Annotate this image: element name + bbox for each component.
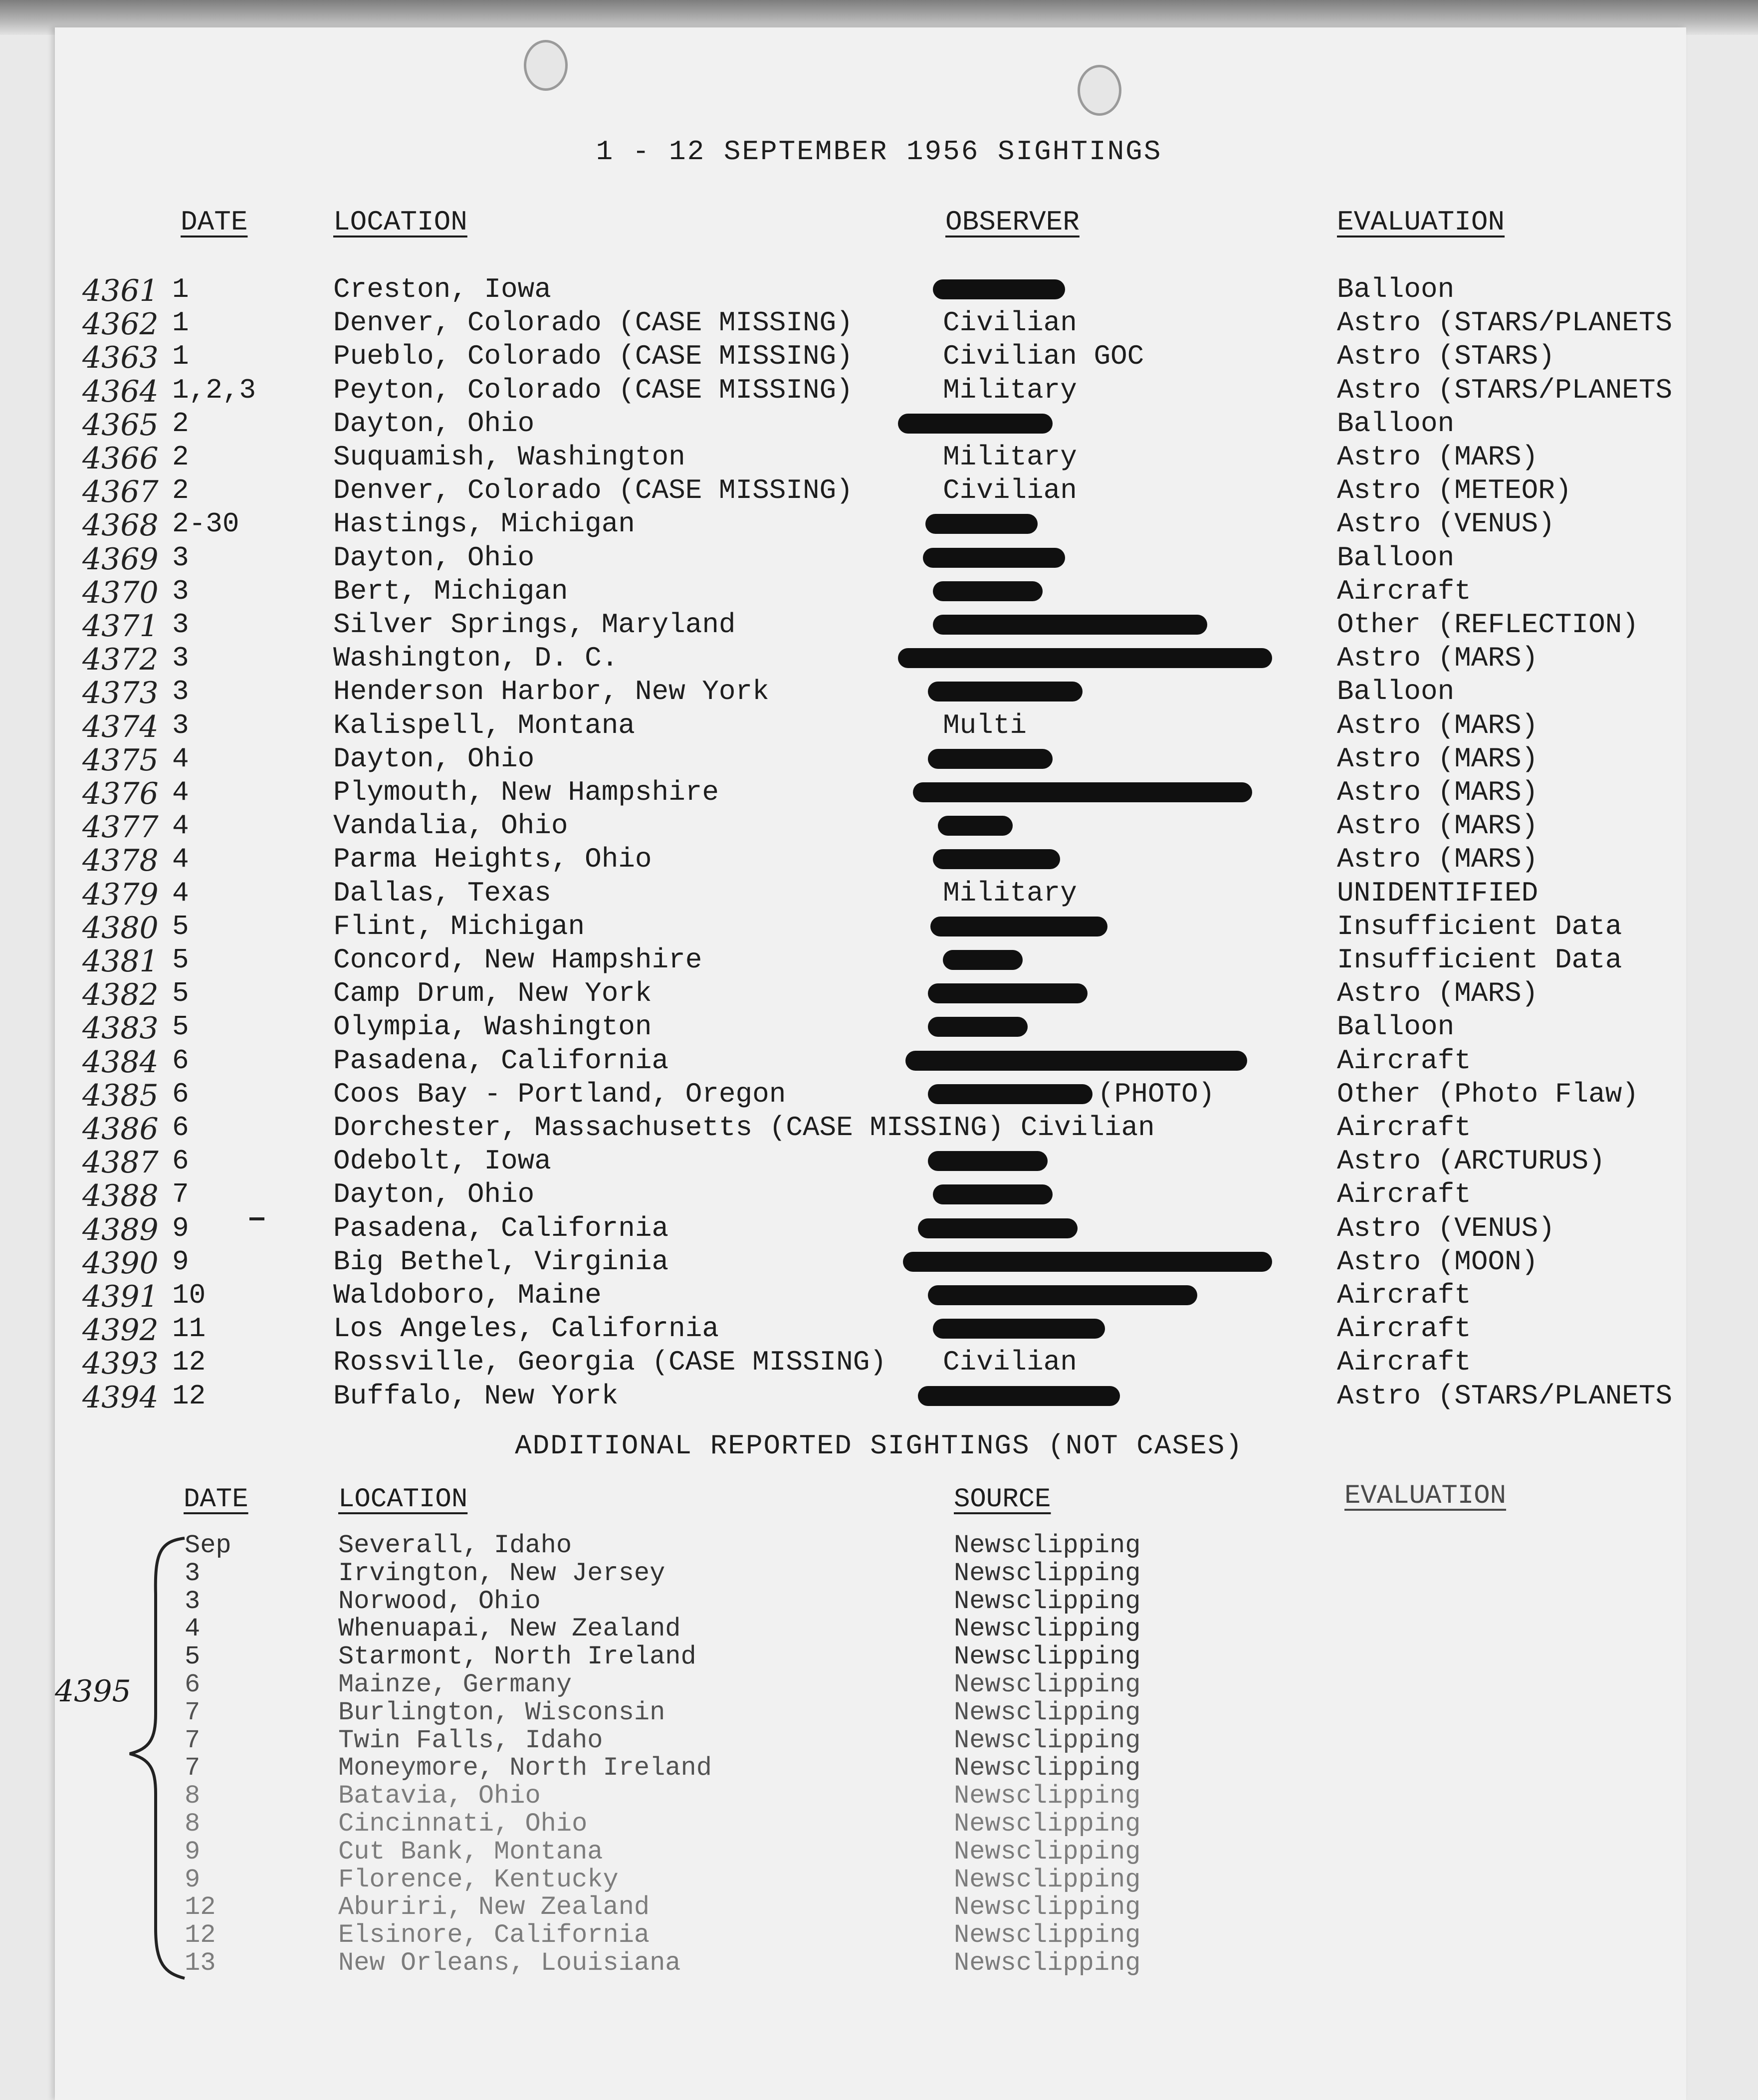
case-number: 4365 <box>82 407 159 443</box>
sighting-evaluation: Astro (STARS) <box>1337 340 1555 373</box>
sighting-location: Dorchester, Massachusetts (CASE MISSING) Civilian <box>333 1112 1155 1144</box>
sighting-date: 10 <box>172 1279 206 1311</box>
sighting-date: 5 <box>172 910 189 942</box>
sighting-evaluation: UNIDENTIFIED <box>1337 877 1538 909</box>
sighting-location: Washington, D. C. <box>333 642 619 675</box>
sighting-observer: Civilian GOC <box>943 340 1144 373</box>
additional-source: Newsclipping <box>954 1670 1141 1699</box>
additional-title: ADDITIONAL REPORTED SIGHTINGS (NOT CASES) <box>515 1430 1243 1462</box>
redaction-mark <box>925 514 1038 534</box>
sighting-date: 4 <box>172 877 189 909</box>
case-number: 4363 <box>82 340 159 376</box>
sighting-date: 2 <box>172 474 189 507</box>
sighting-evaluation: Insufficient Data <box>1337 910 1622 942</box>
additional-date: 13 <box>185 1948 216 1978</box>
table-row <box>0 1246 1758 1279</box>
additional-source: Newsclipping <box>954 1558 1141 1588</box>
sighting-date: 9 <box>172 1245 189 1278</box>
additional-source: Newsclipping <box>954 1809 1141 1839</box>
sighting-date: 1,2,3 <box>172 374 256 406</box>
table-row <box>0 877 1758 911</box>
sighting-date: 6 <box>172 1112 189 1144</box>
sighting-location: Pasadena, California <box>333 1212 669 1244</box>
redaction-mark <box>933 581 1043 601</box>
additional-source: Newsclipping <box>954 1725 1141 1755</box>
table-row <box>0 1011 1758 1044</box>
page-title: 1 - 12 SEPTEMBER 1956 SIGHTINGS <box>596 136 1162 168</box>
list-item <box>0 1642 1758 1670</box>
additional-source: Newsclipping <box>954 1837 1141 1867</box>
sighting-location: Pueblo, Colorado (CASE MISSING) <box>333 340 853 373</box>
sighting-date: 3 <box>172 642 189 675</box>
sighting-date: 2-30 <box>172 508 239 540</box>
additional-location: New Orleans, Louisiana <box>338 1948 681 1978</box>
sighting-location: Los Angeles, California <box>333 1313 719 1345</box>
additional-location: Irvington, New Jersey <box>338 1558 665 1588</box>
case-number: 4393 <box>82 1346 159 1382</box>
case-number: 4390 <box>82 1245 159 1281</box>
list-item <box>0 1892 1758 1920</box>
table-row <box>0 508 1758 541</box>
table-row <box>0 709 1758 743</box>
list-item <box>0 1753 1758 1781</box>
list-item <box>0 1948 1758 1976</box>
sighting-location: Pasadena, California <box>333 1044 669 1077</box>
sighting-date: 11 <box>172 1313 206 1345</box>
additional-location: Severall, Idaho <box>338 1531 572 1560</box>
redaction-mark <box>918 1386 1120 1406</box>
table-row <box>0 1078 1758 1112</box>
additional-location: Starmont, North Ireland <box>338 1642 696 1672</box>
sighting-evaluation: Astro (MARS) <box>1337 441 1538 473</box>
sighting-location: Creston, Iowa <box>333 273 551 305</box>
table-row <box>0 273 1758 307</box>
table-row <box>0 776 1758 810</box>
redaction-mark <box>898 648 1272 668</box>
redaction-mark <box>903 1252 1272 1272</box>
redaction-mark <box>928 1017 1028 1037</box>
sighting-date: 1 <box>172 307 189 339</box>
sighting-evaluation: Other (REFLECTION) <box>1337 609 1639 641</box>
additional-source: Newsclipping <box>954 1753 1141 1783</box>
additional-ref-number: 4395 <box>55 1674 131 1709</box>
case-number: 4367 <box>82 474 159 510</box>
additional-location: Elsinore, California <box>338 1920 650 1950</box>
redaction-mark <box>938 816 1013 836</box>
sighting-location: Dayton, Ohio <box>333 742 535 775</box>
list-item <box>0 1531 1758 1559</box>
sighting-date: 6 <box>172 1145 189 1177</box>
sighting-evaluation: Astro (METEOR) <box>1337 474 1572 507</box>
case-number: 4378 <box>82 843 159 879</box>
sighting-observer: Civilian <box>943 474 1077 507</box>
table-row <box>0 810 1758 843</box>
sighting-date: 1 <box>172 273 189 305</box>
sighting-date: 5 <box>172 944 189 976</box>
sighting-location: Vandalia, Ohio <box>333 810 568 842</box>
additional-header-evaluation: EVALUATION <box>1344 1481 1507 1511</box>
additional-date: 6 <box>185 1670 201 1699</box>
case-number: 4385 <box>82 1078 159 1113</box>
sighting-location: Peyton, Colorado (CASE MISSING) <box>333 374 853 406</box>
table-row <box>0 977 1758 1011</box>
list-item <box>0 1726 1758 1754</box>
margin-mark <box>249 1217 264 1220</box>
table-row <box>0 575 1758 609</box>
sighting-date: 12 <box>172 1346 206 1379</box>
additional-source: Newsclipping <box>954 1642 1141 1672</box>
list-item <box>0 1587 1758 1615</box>
punch-hole-right <box>1078 65 1121 116</box>
case-number: 4384 <box>82 1044 159 1080</box>
sighting-evaluation: Other (Photo Flaw) <box>1337 1078 1639 1110</box>
table-row <box>0 340 1758 374</box>
sighting-evaluation: Balloon <box>1337 407 1455 440</box>
sighting-observer: (PHOTO) <box>1098 1078 1215 1110</box>
table-row <box>0 441 1758 474</box>
case-number: 4373 <box>82 676 159 711</box>
redaction-mark <box>930 917 1107 936</box>
additional-source: Newsclipping <box>954 1531 1141 1560</box>
additional-date: 7 <box>185 1753 201 1783</box>
additional-source: Newsclipping <box>954 1920 1141 1950</box>
sighting-date: 4 <box>172 776 189 808</box>
list-item <box>0 1837 1758 1865</box>
additional-location: Moneymore, North Ireland <box>338 1753 712 1783</box>
sighting-date: 2 <box>172 407 189 440</box>
list-item <box>0 1865 1758 1893</box>
table-row <box>0 944 1758 977</box>
list-item <box>0 1614 1758 1642</box>
sighting-observer: Military <box>943 441 1077 473</box>
case-number: 4371 <box>82 609 159 644</box>
sighting-evaluation: Astro (STARS/PLANETS <box>1337 1380 1673 1412</box>
table-row <box>0 542 1758 575</box>
sighting-observer: Civilian <box>943 307 1077 339</box>
sighting-location: Denver, Colorado (CASE MISSING) <box>333 307 853 339</box>
additional-date: 4 <box>185 1614 201 1644</box>
sighting-date: 3 <box>172 541 189 574</box>
sighting-evaluation: Astro (VENUS) <box>1337 1212 1555 1244</box>
header-evaluation: EVALUATION <box>1337 206 1505 238</box>
additional-location: Cincinnati, Ohio <box>338 1809 588 1839</box>
redaction-mark <box>918 1218 1078 1238</box>
sighting-location: Kalispell, Montana <box>333 709 635 741</box>
case-number: 4361 <box>82 273 159 308</box>
redaction-mark <box>928 682 1083 701</box>
redaction-mark <box>943 950 1023 970</box>
sighting-location: Parma Heights, Ohio <box>333 843 652 876</box>
case-number: 4391 <box>82 1279 159 1314</box>
case-number: 4388 <box>82 1178 159 1214</box>
redaction-mark <box>905 1051 1247 1071</box>
sighting-location: Denver, Colorado (CASE MISSING) <box>333 474 853 507</box>
sighting-location: Plymouth, New Hampshire <box>333 776 719 808</box>
additional-header-date: DATE <box>184 1484 248 1515</box>
sighting-location: Dallas, Texas <box>333 877 551 909</box>
table-row <box>0 1178 1758 1212</box>
case-number: 4364 <box>82 374 159 409</box>
additional-date: 9 <box>185 1837 201 1867</box>
case-number: 4392 <box>82 1313 159 1348</box>
sighting-observer: Civilian <box>943 1346 1077 1379</box>
redaction-mark <box>923 548 1065 568</box>
redaction-mark <box>933 1184 1053 1204</box>
sighting-evaluation: Aircraft <box>1337 575 1471 607</box>
sighting-evaluation: Astro (MARS) <box>1337 742 1538 775</box>
case-number: 4366 <box>82 441 159 476</box>
sighting-date: 2 <box>172 441 189 473</box>
additional-date: Sep <box>185 1531 231 1560</box>
redaction-mark <box>933 279 1065 299</box>
sighting-evaluation: Astro (MARS) <box>1337 810 1538 842</box>
additional-source: Newsclipping <box>954 1614 1141 1644</box>
table-row <box>0 1279 1758 1313</box>
case-number: 4368 <box>82 508 159 543</box>
table-row <box>0 1380 1758 1413</box>
additional-source: Newsclipping <box>954 1586 1141 1616</box>
additional-date: 12 <box>185 1920 216 1950</box>
sighting-evaluation: Astro (MARS) <box>1337 642 1538 675</box>
case-number: 4382 <box>82 977 159 1013</box>
table-row <box>0 1045 1758 1078</box>
sighting-observer: Multi <box>943 709 1027 741</box>
header-location: LOCATION <box>333 206 467 238</box>
sighting-location: Bert, Michigan <box>333 575 568 607</box>
additional-location: Batavia, Ohio <box>338 1781 541 1811</box>
sighting-evaluation: Astro (MARS) <box>1337 776 1538 808</box>
additional-location: Burlington, Wisconsin <box>338 1697 665 1727</box>
table-row <box>0 1346 1758 1380</box>
redaction-mark <box>928 1151 1048 1171</box>
additional-location: Twin Falls, Idaho <box>338 1725 603 1755</box>
redaction-mark <box>913 782 1252 802</box>
redaction-mark <box>928 749 1053 769</box>
redaction-mark <box>928 1285 1197 1305</box>
table-row <box>0 843 1758 877</box>
sighting-location: Silver Springs, Maryland <box>333 609 736 641</box>
sighting-date: 12 <box>172 1380 206 1412</box>
sighting-observer: Military <box>943 374 1077 406</box>
additional-location: Florence, Kentucky <box>338 1865 619 1894</box>
sighting-location: Olympia, Washington <box>333 1011 652 1043</box>
table-row <box>0 307 1758 340</box>
redaction-mark <box>933 1319 1105 1339</box>
sighting-location: Dayton, Ohio <box>333 1178 535 1211</box>
sighting-evaluation: Aircraft <box>1337 1313 1471 1345</box>
sighting-location: Henderson Harbor, New York <box>333 676 769 708</box>
table-row <box>0 743 1758 776</box>
additional-date: 12 <box>185 1892 216 1922</box>
sighting-location: Concord, New Hampshire <box>333 944 702 976</box>
sighting-date: 3 <box>172 676 189 708</box>
table-row <box>0 642 1758 676</box>
sighting-evaluation: Insufficient Data <box>1337 944 1622 976</box>
sighting-date: 6 <box>172 1078 189 1110</box>
additional-header-source: SOURCE <box>954 1484 1051 1515</box>
list-item <box>0 1670 1758 1698</box>
case-number: 4387 <box>82 1145 159 1180</box>
sighting-location: Suquamish, Washington <box>333 441 685 473</box>
sighting-evaluation: Astro (STARS/PLANETS <box>1337 307 1673 339</box>
case-number: 4372 <box>82 642 159 678</box>
additional-source: Newsclipping <box>954 1948 1141 1978</box>
sighting-evaluation: Astro (ARCTURUS) <box>1337 1145 1605 1177</box>
table-row <box>0 408 1758 441</box>
sighting-evaluation: Aircraft <box>1337 1178 1471 1211</box>
additional-date: 7 <box>185 1725 201 1755</box>
case-number: 4389 <box>82 1212 159 1247</box>
list-item <box>0 1698 1758 1726</box>
sighting-evaluation: Astro (MARS) <box>1337 843 1538 876</box>
additional-date: 3 <box>185 1558 201 1588</box>
sighting-location: Camp Drum, New York <box>333 977 652 1010</box>
sighting-observer: Military <box>943 877 1077 909</box>
case-number: 4386 <box>82 1112 159 1147</box>
sighting-evaluation: Balloon <box>1337 1011 1455 1043</box>
table-row <box>0 1313 1758 1346</box>
additional-location: Whenuapai, New Zealand <box>338 1614 681 1644</box>
case-number: 4380 <box>82 910 159 945</box>
sighting-date: 3 <box>172 609 189 641</box>
additional-date: 8 <box>185 1781 201 1811</box>
sighting-evaluation: Astro (MARS) <box>1337 709 1538 741</box>
list-item <box>0 1920 1758 1948</box>
additional-date: 3 <box>185 1586 201 1616</box>
table-row <box>0 474 1758 508</box>
sighting-evaluation: Balloon <box>1337 541 1455 574</box>
sighting-evaluation: Astro (MARS) <box>1337 977 1538 1010</box>
punch-hole-left <box>524 40 568 91</box>
case-number: 4381 <box>82 944 159 979</box>
case-number: 4379 <box>82 877 159 912</box>
sighting-date: 6 <box>172 1044 189 1077</box>
sighting-location: Hastings, Michigan <box>333 508 635 540</box>
case-number: 4377 <box>82 810 159 845</box>
sighting-evaluation: Balloon <box>1337 273 1455 305</box>
case-number: 4370 <box>82 575 159 610</box>
redaction-mark <box>928 1084 1093 1104</box>
sighting-date: 4 <box>172 843 189 876</box>
table-row <box>0 374 1758 408</box>
sighting-date: 5 <box>172 977 189 1010</box>
redaction-mark <box>928 983 1088 1003</box>
sighting-date: 4 <box>172 810 189 842</box>
sighting-location: Buffalo, New York <box>333 1380 619 1412</box>
table-row <box>0 911 1758 944</box>
case-number: 4375 <box>82 742 159 778</box>
redaction-mark <box>933 849 1060 869</box>
list-item <box>0 1809 1758 1837</box>
sighting-date: 1 <box>172 340 189 373</box>
sighting-location: Big Bethel, Virginia <box>333 1245 669 1278</box>
sighting-location: Flint, Michigan <box>333 910 585 942</box>
additional-source: Newsclipping <box>954 1781 1141 1811</box>
list-item <box>0 1781 1758 1809</box>
additional-date: 5 <box>185 1642 201 1672</box>
sighting-date: 4 <box>172 742 189 775</box>
additional-date: 8 <box>185 1809 201 1839</box>
sighting-evaluation: Astro (STARS/PLANETS <box>1337 374 1673 406</box>
additional-location: Aburiri, New Zealand <box>338 1892 650 1922</box>
case-number: 4376 <box>82 776 159 811</box>
case-number: 4383 <box>82 1011 159 1046</box>
additional-location: Cut Bank, Montana <box>338 1837 603 1867</box>
sighting-evaluation: Balloon <box>1337 676 1455 708</box>
sighting-date: 3 <box>172 575 189 607</box>
additional-location: Norwood, Ohio <box>338 1586 541 1616</box>
additional-source: Newsclipping <box>954 1697 1141 1727</box>
sighting-date: 7 <box>172 1178 189 1211</box>
header-date: DATE <box>181 206 248 238</box>
case-number: 4369 <box>82 541 159 577</box>
sighting-evaluation: Astro (VENUS) <box>1337 508 1555 540</box>
list-item <box>0 1559 1758 1587</box>
redaction-mark <box>933 615 1207 635</box>
sighting-evaluation: Aircraft <box>1337 1112 1471 1144</box>
sighting-date: 9 <box>172 1212 189 1244</box>
sighting-location: Odebolt, Iowa <box>333 1145 551 1177</box>
sighting-evaluation: Aircraft <box>1337 1279 1471 1311</box>
sighting-location: Waldoboro, Maine <box>333 1279 602 1311</box>
additional-date: 7 <box>185 1697 201 1727</box>
sighting-date: 5 <box>172 1011 189 1043</box>
sighting-evaluation: Aircraft <box>1337 1044 1471 1077</box>
additional-header-location: LOCATION <box>338 1484 468 1515</box>
header-observer: OBSERVER <box>945 206 1080 238</box>
sighting-location: Dayton, Ohio <box>333 407 535 440</box>
case-number: 4362 <box>82 307 159 342</box>
sighting-evaluation: Aircraft <box>1337 1346 1471 1379</box>
additional-source: Newsclipping <box>954 1865 1141 1894</box>
table-row <box>0 1145 1758 1178</box>
sighting-location: Coos Bay - Portland, Oregon <box>333 1078 786 1110</box>
sighting-location: Dayton, Ohio <box>333 541 535 574</box>
case-number: 4394 <box>82 1380 159 1415</box>
sighting-evaluation: Astro (MOON) <box>1337 1245 1538 1278</box>
sighting-location: Rossville, Georgia (CASE MISSING) <box>333 1346 886 1379</box>
redaction-mark <box>898 414 1053 434</box>
table-row <box>0 676 1758 709</box>
table-row <box>0 1112 1758 1145</box>
additional-source: Newsclipping <box>954 1892 1141 1922</box>
table-row <box>0 609 1758 642</box>
additional-date: 9 <box>185 1865 201 1894</box>
case-number: 4374 <box>82 709 159 744</box>
additional-location: Mainze, Germany <box>338 1670 572 1699</box>
sighting-date: 3 <box>172 709 189 741</box>
